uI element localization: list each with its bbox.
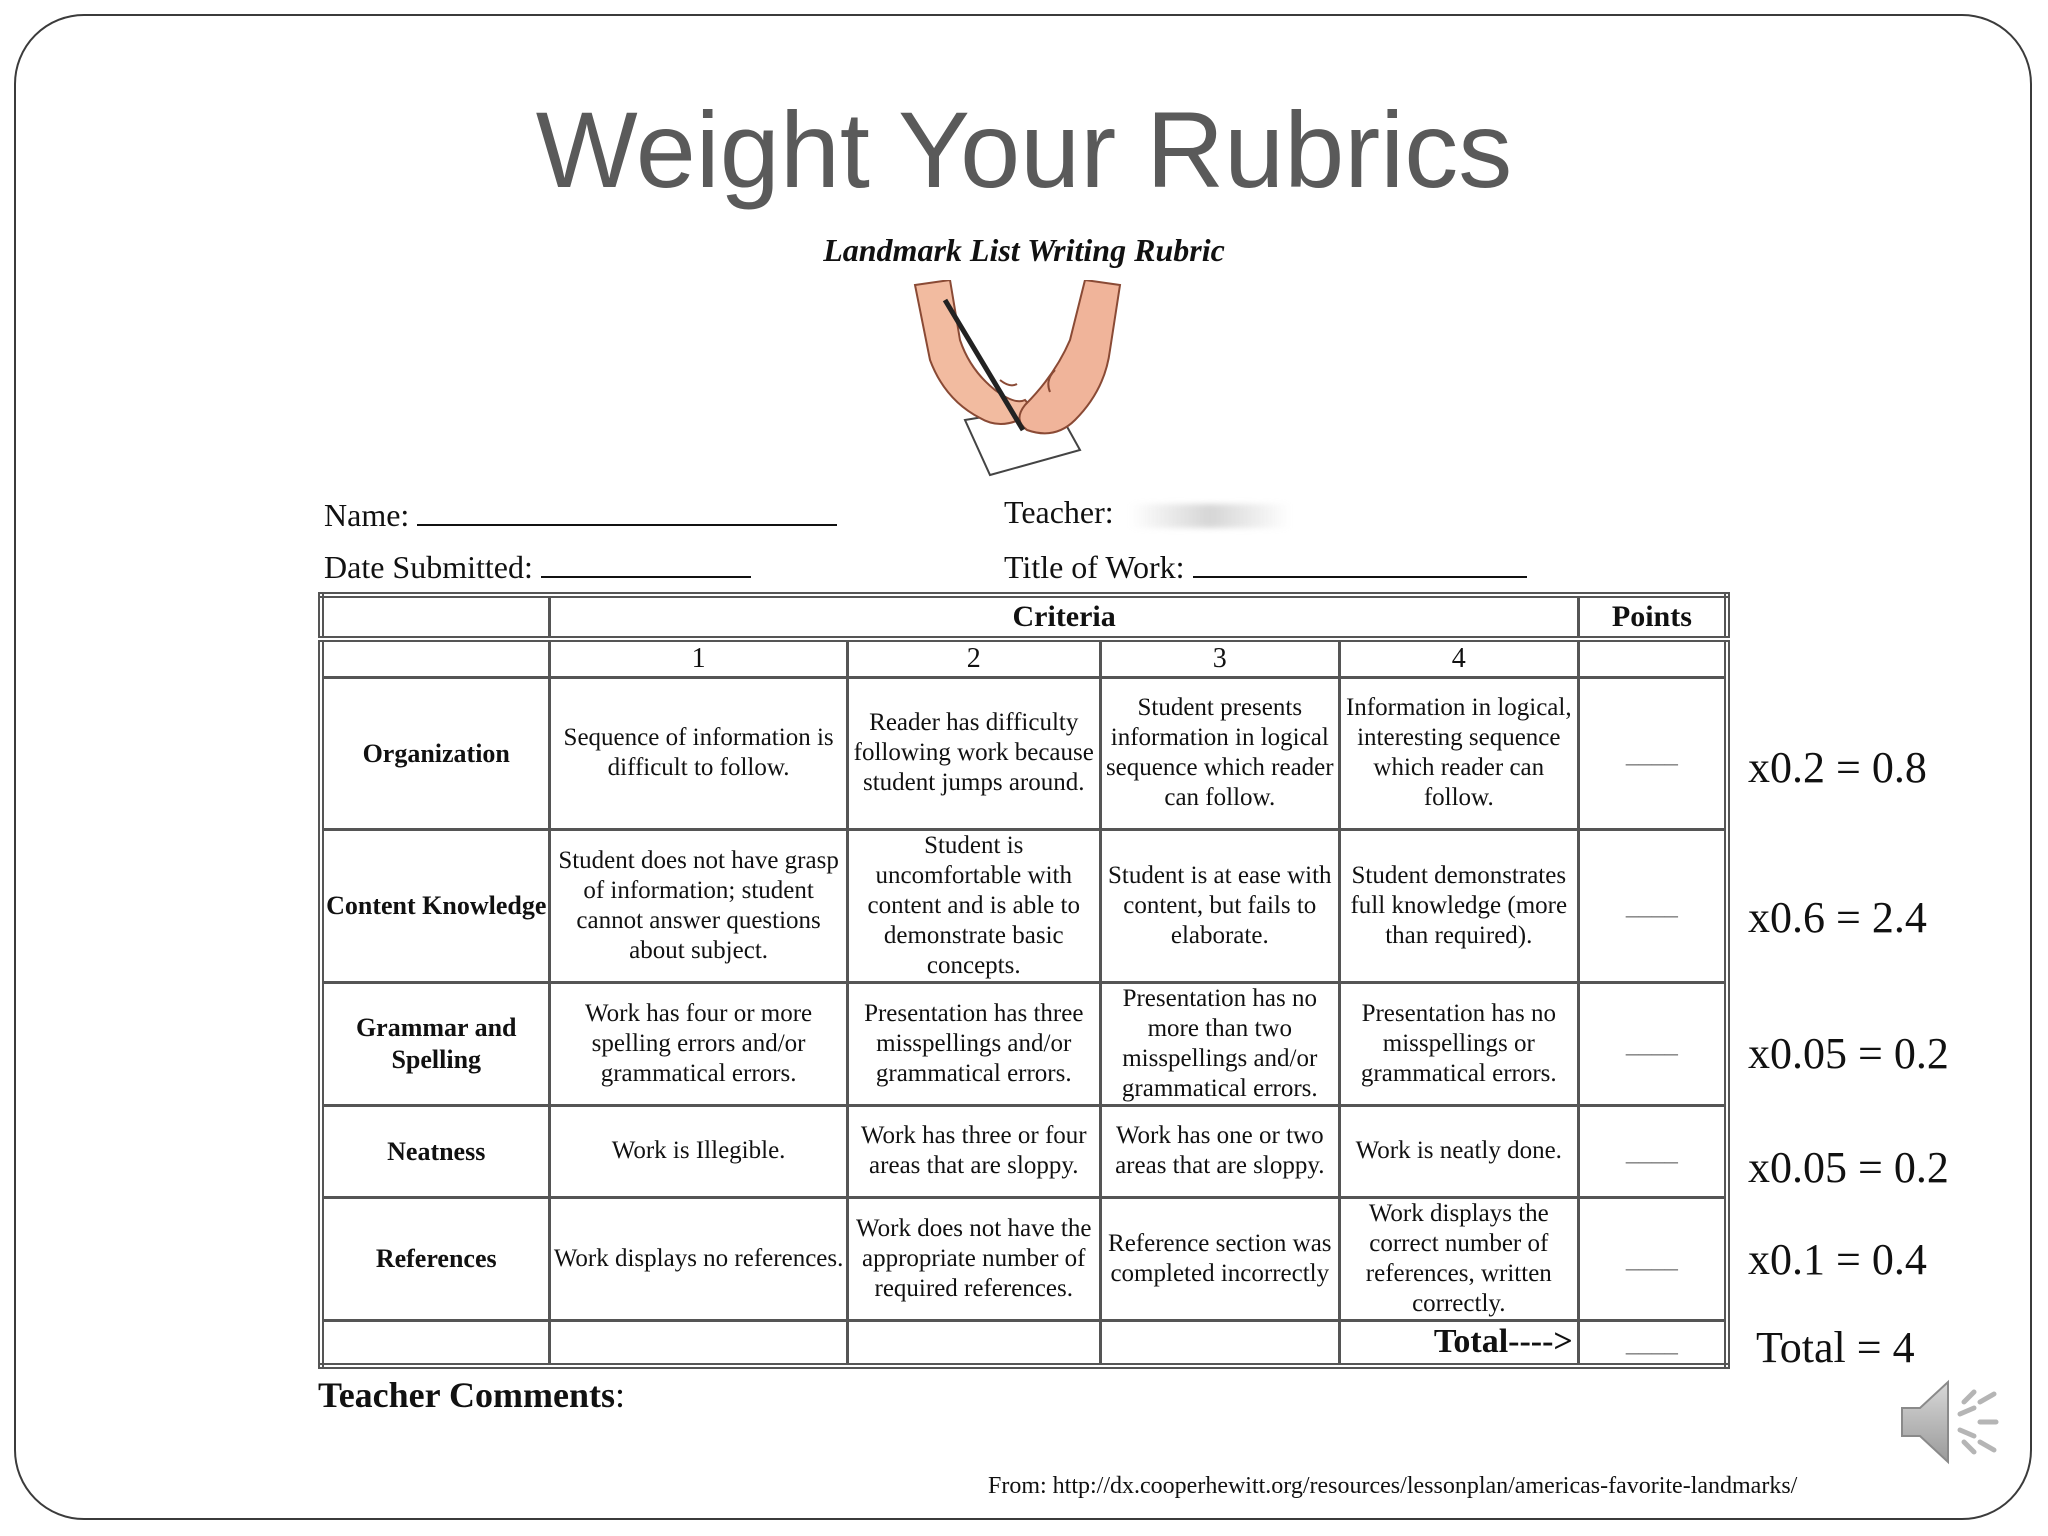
level-points-blank-cell xyxy=(1578,639,1727,677)
weight-organization: x0.2 = 0.8 xyxy=(1748,743,1927,792)
rubric-cell: Reader has difficulty following work because student jumps around. xyxy=(847,677,1100,829)
title-of-work-field xyxy=(1004,546,1527,586)
rubric-cell: Work has four or more spelling errors and/or grammatical errors. xyxy=(550,982,847,1105)
points-blank: ____ xyxy=(1578,982,1727,1105)
rubric-cell: Work has one or two areas that are sloppy. xyxy=(1100,1105,1339,1197)
level-2: 2 xyxy=(847,639,1100,677)
total-blank-cell xyxy=(1100,1320,1339,1366)
name-blank-line xyxy=(417,494,837,526)
criterion-content-knowledge: Content Knowledge xyxy=(321,829,550,982)
table-row xyxy=(321,1105,1727,1197)
criterion-references: References xyxy=(321,1197,550,1320)
rubric-cell: Work has three or four areas that are sloppy. xyxy=(847,1105,1100,1197)
teacher-field xyxy=(1004,494,1290,531)
weight-references: x0.1 = 0.4 xyxy=(1748,1235,1927,1284)
rubric-cell: Student demonstrates full knowledge (more than required). xyxy=(1339,829,1578,982)
name-label: Name: xyxy=(324,497,410,533)
criterion-neatness: Neatness xyxy=(321,1105,550,1197)
table-row xyxy=(321,1197,1727,1320)
name-field xyxy=(324,494,837,534)
total-blank-cell xyxy=(321,1320,550,1366)
total-blank-cell xyxy=(847,1320,1100,1366)
source-citation: From: http://dx.cooperhewitt.org/resources/lessonplan/americas-favorite-landmarks/ xyxy=(988,1473,1798,1499)
rubric-cell: Work does not have the appropriate number of required references. xyxy=(847,1197,1100,1320)
total-blank-cell xyxy=(550,1320,847,1366)
weight-content-knowledge: x0.6 = 2.4 xyxy=(1748,893,1927,942)
rubric-cell: Student does not have grasp of information; student cannot answer questions about subject. xyxy=(550,829,847,982)
header-blank-cell xyxy=(321,595,550,639)
table-row xyxy=(321,829,1727,982)
points-blank: ____ xyxy=(1578,1197,1727,1320)
rubric-cell: Presentation has no more than two misspellings and/or grammatical errors. xyxy=(1100,982,1339,1105)
rubric-cell: Student is at ease with content, but fails to elaborate. xyxy=(1100,829,1339,982)
teacher-label: Teacher: xyxy=(1004,494,1114,530)
total-points-blank: ____ xyxy=(1578,1320,1727,1366)
level-1: 1 xyxy=(550,639,847,677)
rubric-cell: Presentation has three misspellings and/or grammatical errors. xyxy=(847,982,1100,1105)
speaker-icon[interactable] xyxy=(1896,1372,2006,1472)
title-of-work-blank-line xyxy=(1193,546,1527,578)
rubric-title: Landmark List Writing Rubric xyxy=(823,232,1225,268)
hands-writing-icon xyxy=(905,280,1135,480)
points-header: Points xyxy=(1578,595,1727,639)
total-row xyxy=(321,1320,1727,1366)
header-row xyxy=(321,595,1727,639)
date-label: Date Submitted: xyxy=(324,549,533,585)
date-blank-line xyxy=(541,546,751,578)
rubric-cell: Student presents information in logical sequence which reader can follow. xyxy=(1100,677,1339,829)
rubric-cell: Presentation has no misspellings or grammatical errors. xyxy=(1339,982,1578,1105)
teacher-comments-text: Teacher Comments xyxy=(318,1375,615,1415)
points-blank: ____ xyxy=(1578,1105,1727,1197)
weight-total: Total = 4 xyxy=(1756,1323,1915,1372)
rubric-cell: Work displays no references. xyxy=(550,1197,847,1320)
date-field xyxy=(324,546,751,586)
rubric-cell: Student is uncomfortable with content and is able to demonstrate basic concepts. xyxy=(847,829,1100,982)
criteria-header: Criteria xyxy=(550,595,1578,639)
rubric-table xyxy=(318,592,1730,1369)
teacher-comments-label: Teacher Comments: xyxy=(318,1375,625,1415)
criterion-organization: Organization xyxy=(321,677,550,829)
points-blank: ____ xyxy=(1578,829,1727,982)
redacted-teacher-name xyxy=(1130,504,1290,528)
weight-grammar-spelling: x0.05 = 0.2 xyxy=(1748,1029,1949,1078)
title-of-work-label: Title of Work: xyxy=(1004,549,1185,585)
level-3: 3 xyxy=(1100,639,1339,677)
rubric-cell: Reference section was completed incorrectly xyxy=(1100,1197,1339,1320)
rubric-cell: Work is neatly done. xyxy=(1339,1105,1578,1197)
rubric-cell: Information in logical, interesting sequence which reader can follow. xyxy=(1339,677,1578,829)
total-label: Total----> xyxy=(1339,1320,1578,1366)
criterion-grammar-spelling: Grammar and Spelling xyxy=(321,982,550,1105)
rubric-cell: Work displays the correct number of references, written correctly. xyxy=(1339,1197,1578,1320)
slide-title: Weight Your Rubrics xyxy=(535,89,1513,210)
points-blank: ____ xyxy=(1578,677,1727,829)
table-row xyxy=(321,982,1727,1105)
table-row xyxy=(321,677,1727,829)
level-blank-cell xyxy=(321,639,550,677)
level-4: 4 xyxy=(1339,639,1578,677)
rubric-cell: Work is Illegible. xyxy=(550,1105,847,1197)
level-numbers-row xyxy=(321,639,1727,677)
weight-neatness: x0.05 = 0.2 xyxy=(1748,1143,1949,1192)
rubric-cell: Sequence of information is difficult to follow. xyxy=(550,677,847,829)
